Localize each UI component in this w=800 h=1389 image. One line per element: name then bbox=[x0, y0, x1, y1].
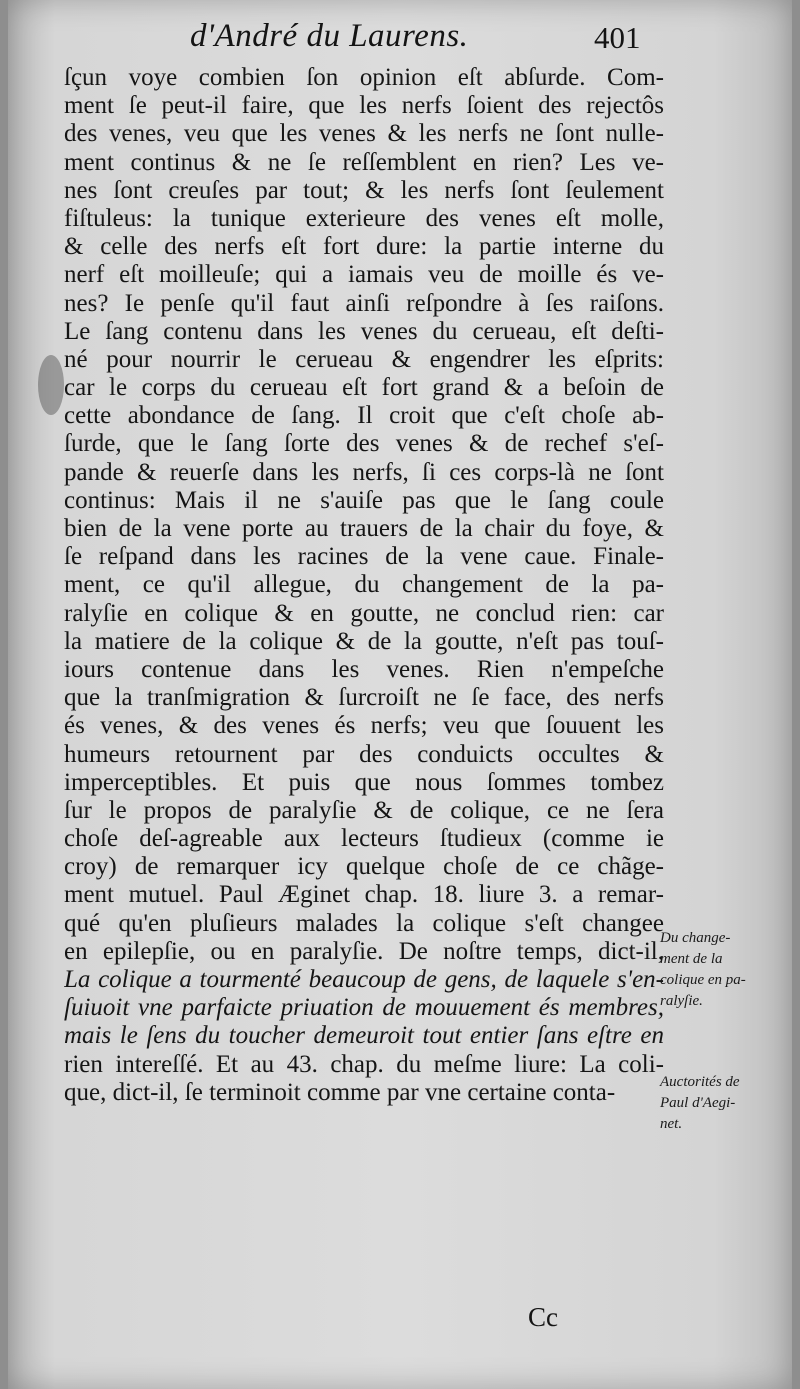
text-line: Le ſang contenu dans les venes du cerueau, eſt deſti- bbox=[64, 317, 664, 345]
text-line: choſe deſ-agreable aux lecteurs ſtudieux (comme ie bbox=[64, 825, 664, 853]
text-line: & celle des nerfs eſt fort dure: la partie interne du bbox=[64, 233, 664, 261]
text-line: La colique a tourmenté beaucoup de gens, de laquele s'en- bbox=[64, 966, 664, 993]
book-page bbox=[8, 0, 792, 1389]
sidenote-line: Paul d'Aegi- bbox=[660, 1095, 736, 1111]
text-line: rien intereſſé. Et au 43. chap. du meſme liure: La coli- bbox=[64, 1050, 664, 1078]
body-text bbox=[64, 64, 664, 1107]
text-line: bien de la vene porte au trauers de la chair du foye, & bbox=[64, 515, 664, 542]
sidenote-line: net. bbox=[660, 1116, 683, 1132]
sidenote-line: ment de la bbox=[660, 951, 723, 967]
text-line: car le corps du cerueau eſt fort grand & a beſoin de bbox=[64, 374, 664, 402]
text-line: ſe reſpand dans les racines de la vene caue. Finale- bbox=[64, 543, 664, 571]
text-line: ment, ce qu'il allegue, du changement de la pa- bbox=[64, 571, 664, 599]
text-line: nes? Ie penſe qu'il faut ainſi reſpondre à ſes raiſons. bbox=[64, 289, 664, 317]
catchword: Cc bbox=[528, 1302, 558, 1332]
text-line: des venes, veu que les venes & les nerfs ne ſont nulle- bbox=[64, 120, 664, 148]
text-line: és venes, & des venes és nerfs; veu que ſouuent les bbox=[64, 712, 664, 740]
sidenote-line: ralyſie. bbox=[660, 993, 703, 1009]
sidenote-line: colique en pa- bbox=[660, 972, 746, 988]
text-line: mais le ſens du toucher demeuroit tout entier ſans eſtre en bbox=[64, 1022, 664, 1050]
text-line: ment mutuel. Paul Æginet chap. 18. liure 3. a remar- bbox=[64, 881, 664, 909]
sidenote-paul-aeginet bbox=[660, 1072, 780, 1135]
text-line: cette abondance de ſang. Il croit que c'eſt choſe ab- bbox=[64, 402, 664, 430]
sidenote-line: Auctorités de bbox=[660, 1074, 740, 1090]
page-header bbox=[8, 18, 792, 58]
text-line: qué qu'en pluſieurs malades la colique s'eſt changee bbox=[64, 909, 664, 937]
text-line: né pour nourrir le cerueau & engendrer les eſprits: bbox=[64, 345, 664, 373]
text-line: croy) de remarquer icy quelque choſe de ce chãge- bbox=[64, 853, 664, 881]
text-line: en epilepſie, ou en paralyſie. De noſtre temps, dict-il, bbox=[64, 937, 664, 965]
text-line: nerf eſt moilleuſe; qui a iamais veu de moille és ve- bbox=[64, 261, 664, 289]
text-line: la matiere de la colique & de la goutte, n'eſt pas touſ- bbox=[64, 627, 664, 655]
text-line: continus: Mais il ne s'auiſe pas que le ſang coule bbox=[64, 486, 664, 514]
text-line: iours contenue dans les venes. Rien n'empeſche bbox=[64, 655, 664, 683]
text-line: nes ſont creuſes par tout; & les nerfs ſont ſeulement bbox=[64, 176, 664, 204]
text-line: ment ſe peut-il faire, que les nerfs ſoient des rejectôs bbox=[64, 92, 664, 120]
text-line: humeurs retournent par des conduicts occultes & bbox=[64, 740, 664, 768]
text-line: fiſtuleus: la tunique exterieure des venes eſt molle, bbox=[64, 204, 664, 232]
text-line: pande & reuerſe dans les nerfs, ſi ces corps-là ne ſont bbox=[64, 458, 664, 486]
text-line: imperceptibles. Et puis que nous ſommes tombez bbox=[64, 768, 664, 796]
sidenote-colique bbox=[660, 928, 780, 1012]
text-line: ralyſie en colique & en goutte, ne conclud rien: car bbox=[64, 599, 664, 627]
ink-blot bbox=[38, 355, 64, 415]
page-number: 401 bbox=[594, 20, 641, 55]
sidenote-line: Du change- bbox=[660, 930, 731, 946]
text-line: que, dict-il, ſe terminoit comme par vne certaine conta- bbox=[64, 1078, 616, 1106]
text-line: ſçun voye combien ſon opinion eſt abſurde. Com- bbox=[64, 64, 664, 91]
text-line: que la tranſmigration & ſurcroiſt ne ſe face, des nerfs bbox=[64, 684, 664, 712]
text-line: ſurde, que le ſang ſorte des venes & de rechef s'eſ- bbox=[64, 430, 664, 458]
text-line: ment continus & ne ſe reſſemblent en rien? Les ve- bbox=[64, 148, 664, 176]
text-line: ſur le propos de paralyſie & de colique, ce ne ſera bbox=[64, 796, 664, 824]
running-head: d'André du Laurens. bbox=[190, 18, 469, 54]
text-line: ſuiuoit vne parfaicte priuation de mouuement és membres, bbox=[64, 994, 664, 1022]
